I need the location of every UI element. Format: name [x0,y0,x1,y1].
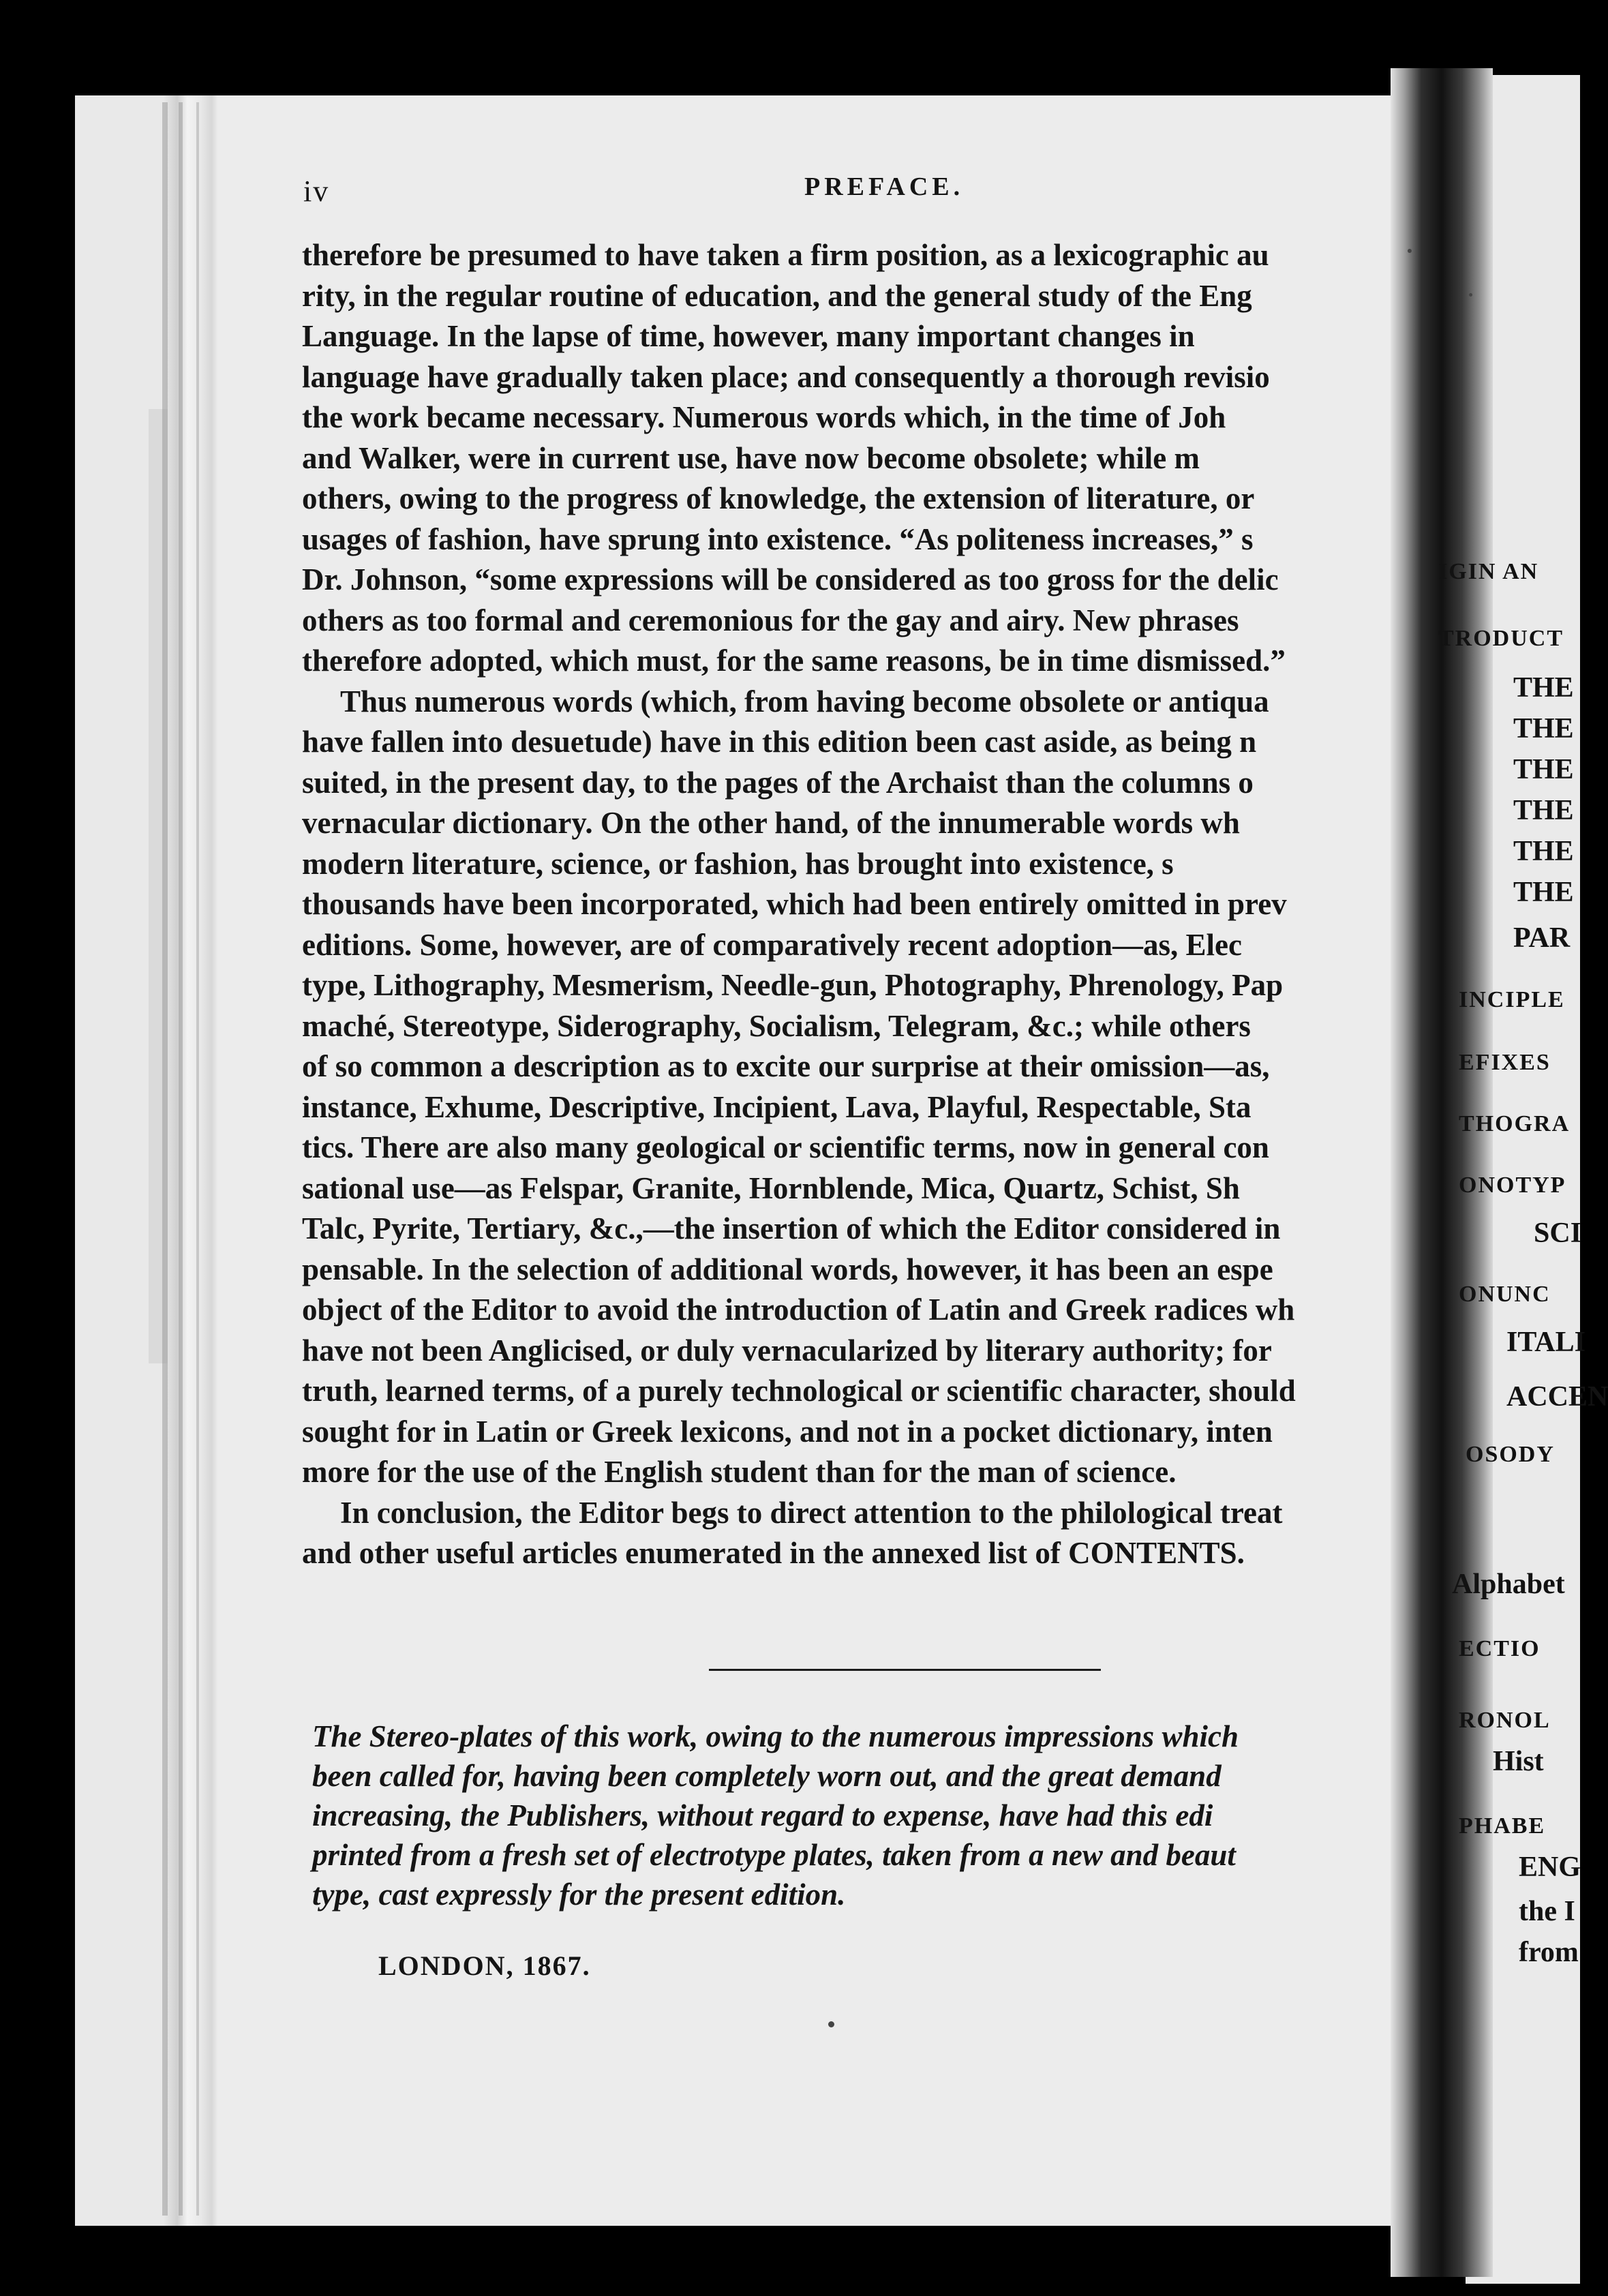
right-page-fragment: RONOL [1459,1708,1551,1733]
body-line: sought for in Latin or Greek lexicons, and not in a pocket dictionary, inten [302,1414,1273,1449]
body-line: Talc, Pyrite, Tertiary, &c.,—the insertion of which the Editor considered in [302,1211,1281,1245]
right-page-fragment: Hist [1493,1746,1544,1777]
body-line: sational use—as Felspar, Granite, Hornblende, Mica, Quartz, Schist, Sh [302,1170,1240,1205]
right-page-fragment: TRODUCT [1438,626,1564,651]
preface-body [302,235,1413,1574]
body-line: rity, in the regular routine of education, and the general study of the Eng [302,278,1252,313]
right-page-fragment: PHABE [1459,1813,1546,1839]
running-head-title: PREFACE. [804,172,965,201]
body-line: the work became necessary. Numerous words which, in the time of Joh [302,400,1226,434]
body-line: and Walker, were in current use, have now become obsolete; while m [302,440,1200,475]
right-page-fragment: ONOTYP [1459,1173,1566,1198]
right-page-fragment: from [1519,1937,1579,1968]
body-line: Language. In the lapse of time, however, many important changes in [302,319,1195,353]
page-edge-line [162,102,168,2216]
body-line: of so common a description as to excite our surprise at their omission—as, [302,1049,1270,1083]
right-page-fragment: Alphabet [1452,1569,1565,1600]
notice-line: type, cast expressly for the present edition. [312,1877,846,1912]
right-page-contents [1438,75,1608,2284]
body-line: Dr. Johnson, “some expressions will be considered as too gross for the delic [302,562,1279,596]
body-line: thousands have been incorporated, which had been entirely omitted in prev [302,887,1287,921]
right-page-fragment: ENG [1519,1852,1581,1883]
right-page-fragment: THE [1513,754,1574,785]
body-line: others as too formal and ceremonious for the gay and airy. New phrases [302,603,1239,637]
body-line: pensable. In the selection of additional words, however, it has been an espe [302,1252,1273,1286]
body-line: modern literature, science, or fashion, has brought into existence, s [302,846,1174,881]
body-line: language have gradually taken place; and consequently a thorough revisio [302,359,1270,394]
right-page-fragment: EFIXES [1459,1050,1551,1075]
notice-line: The Stereo-plates of this work, owing to the numerous impressions which [312,1719,1239,1753]
right-page-fragment: THE [1513,713,1574,744]
right-page-fragment: THE [1513,795,1574,826]
right-page-fragment: ACCEN [1506,1381,1608,1413]
right-page-fragment: THOGRA [1459,1111,1571,1136]
page-number: iv [303,175,330,208]
right-page-fragment: IGIN AN [1438,559,1539,584]
stereo-plates-notice [312,1717,1403,1914]
body-line: In conclusion, the Editor begs to direct attention to the philological treat [340,1495,1283,1530]
body-line: vernacular dictionary. On the other hand, of the innumerable words wh [302,806,1240,840]
right-page-fragment: ITALI [1506,1327,1586,1358]
body-line: usages of fashion, have sprung into existence. “As politeness increases,” s [302,522,1254,556]
right-page-fragment: THE [1513,877,1574,908]
right-page-fragment: SCI [1534,1218,1582,1249]
right-page-fragment: OSODY [1466,1442,1555,1467]
right-page-fragment: the I [1519,1896,1575,1927]
right-page-fragment: THE [1513,836,1574,867]
body-line: instance, Exhume, Descriptive, Incipient, Lava, Playful, Respectable, Sta [302,1089,1251,1124]
body-line: Thus numerous words (which, from having become obsolete or antiqua [340,684,1269,719]
notice-line: been called for, having been completely worn out, and the great demand [312,1759,1222,1793]
body-line: maché, Stereotype, Siderography, Socialism, Telegram, &c.; while others [302,1008,1251,1043]
notice-line: printed from a fresh set of electrotype plates, taken from a new and beaut [312,1838,1236,1872]
section-rule [709,1669,1101,1671]
body-line: and other useful articles enumerated in the annexed list of CONTENTS. [302,1536,1245,1570]
body-line: tics. There are also many geological or scientific terms, now in general con [302,1130,1269,1164]
page-edge-line [196,102,199,2216]
notice-line: increasing, the Publishers, without regard to expense, have had this edi [312,1798,1213,1832]
body-line: others, owing to the progress of knowledge, the extension of literature, or [302,481,1255,515]
body-line: object of the Editor to avoid the introduction of Latin and Greek radices wh [302,1293,1295,1327]
body-line: have fallen into desuetude) have in this edition been cast aside, as being n [302,725,1257,759]
signature-year: 1867. [522,1950,591,1981]
signature [378,1950,591,1982]
body-line: therefore adopted, which must, for the same reasons, be in time dismissed.” [302,644,1286,678]
body-line: therefore be presumed to have taken a firm position, as a lexicographic au [302,238,1269,272]
right-page-fragment: THE [1513,672,1574,704]
right-page-fragment: ECTIO [1459,1636,1541,1661]
right-page-fragment: PAR [1513,922,1571,954]
body-line: have not been Anglicised, or duly vernacularized by literary authority; for [302,1333,1272,1368]
body-line: truth, learned terms, of a purely technological or scientific character, should [302,1374,1296,1408]
right-page-fragment: INCIPLE [1459,987,1565,1012]
page-edge-line [179,102,183,2216]
body-line: suited, in the present day, to the pages of the Archaist than the columns o [302,765,1254,800]
body-line: more for the use of the English student than for the man of science. [302,1455,1177,1489]
signature-place: LONDON, [378,1950,515,1981]
body-line: type, Lithography, Mesmerism, Needle-gun, Photography, Phrenology, Pap [302,968,1284,1002]
body-line: editions. Some, however, are of comparatively recent adoption—as, Elec [302,927,1243,962]
right-page-fragment: ONUNC [1459,1282,1551,1307]
